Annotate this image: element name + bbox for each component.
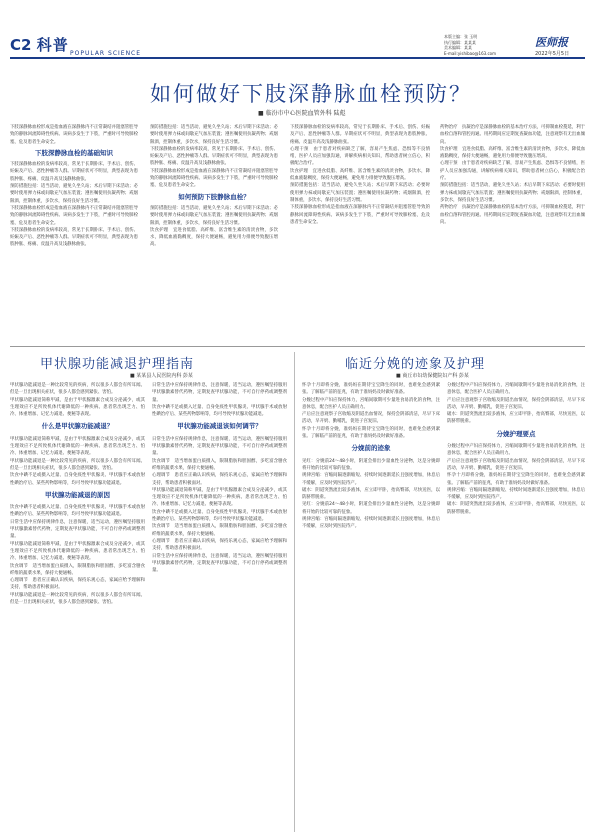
article3-col2: [447, 382, 585, 832]
paragraph: 甲状腺功能减退是一种比较常见的疾病，所以很多人都会有所耳闻。但是一旦出现相关症状，很多人都会感到紧张、害怕。: [10, 383, 145, 396]
paragraph: 怀孕十月即将分娩，准妈妈在期待宝宝降生的同时，也难免会感到紧张。了解临产前的征兆，有助于准妈妈及时做好准备。: [302, 426, 440, 440]
issue-date: 2022年5月5日: [535, 51, 570, 57]
article2-title: 甲状腺功能减退护理指南: [40, 357, 195, 372]
paragraph: 甲状腺功能减退简称甲减，是由于甲状腺激素合成及分泌减少，或其生理效应不足所致机体代谢降低的一种疾病。患者常出现乏力、怕冷、体重增加、记忆力减退、便秘等表现。: [152, 487, 287, 508]
article1-col3: [290, 124, 430, 342]
article3-author: ■ 商丘市妇幼保健院妇产科 彭某: [396, 373, 469, 379]
paragraph: 规律宫缩：宫缩间隔逐渐缩短、持续时间逐渐延长且强度增加，休息后不缓解，应及时到医院待产。: [302, 473, 440, 486]
paragraph: 破水：阴道突然流出较多液体，应立即平卧，抬高臀部，尽快送医，以防脐带脱垂。: [302, 487, 440, 501]
section-name: 科普: [36, 36, 69, 54]
paragraph: 药物治疗 抗凝治疗是深静脉血栓的基本治疗方法，可抑制血栓蔓延，利于血栓自溶和管腔再通。用药期间应定期复查凝血功能，注意观察有无出血倾向。: [440, 205, 585, 225]
paragraph: 分娩过程中产妇应保持体力，宫缩间歇期可少量进食易消化的食物，注意休息，配合医护人员正确用力。: [302, 397, 440, 410]
paragraph: 破水：阴道突然流出较多液体，应立即平卧，抬高臀部，尽快送医，以防脐带脱垂。: [447, 412, 585, 425]
paragraph: 日常生活中应保持规律作息，注意保暖，适当运动，遵医嘱坚持服用甲状腺激素替代药物，定期复查甲状腺功能，不可自行停药或调整剂量。: [152, 553, 287, 574]
article2-subheading: 甲状腺功能减退该如何调节？: [177, 422, 262, 431]
column-divider: [294, 352, 295, 832]
paragraph: 饮食中碘不足或摄入过量、自身免疫性甲状腺炎、甲状腺手术或放射性碘治疗后、某些药物影响等，均可导致甲状腺功能减退。: [152, 404, 287, 418]
article1-col1: [10, 124, 138, 342]
paragraph: 规律宫缩：宫缩间隔逐渐缩短、持续时间逐渐延长且强度增加，休息后不缓解，应及时到医院待产。: [302, 517, 440, 530]
paragraph: 预防措施包括：适当活动，避免久坐久站；术后早期下床活动；必要时使用弹力袜或间歇充气加压装置；遵医嘱使用抗凝药物；戒烟限酒，控制体重，多饮水，保持良好生活习惯。: [150, 125, 278, 145]
article2-col1: [10, 382, 145, 832]
paragraph: 规律宫缩：宫缩间隔逐渐缩短、持续时间逐渐延长且强度增加，休息后不缓解，应及时到医院待产。: [447, 487, 585, 501]
paragraph: 心理干预 由于患者对疾病缺乏了解，容易产生焦虑、恐惧等不良情绪，医护人员应加强沟通，讲解疾病相关知识，帮助患者树立信心，积极配合治疗。: [440, 161, 585, 182]
article3-title: 临近分娩的迹象及护理: [345, 357, 486, 372]
paragraph: 下肢深静脉血栓的发病率较高，常见于长期卧床、手术后、创伤、妊娠及产后、恶性肿瘤等人群。早期症状可不明显，典型表现为患肢肿胀、疼痛、皮温升高及浅静脉曲张。: [290, 125, 430, 145]
paragraph: 下肢深静脉血栓的发病率较高，常见于长期卧床、手术后、创伤、妊娠及产后、恶性肿瘤等人群。早期症状可不明显，典型表现为患肢肿胀、疼痛、皮温升高及浅静脉曲张。: [150, 146, 278, 167]
paragraph: 怀孕十月即将分娩，准妈妈在期待宝宝降生的同时，也难免会感到紧张。了解临产前的征兆，有助于准妈妈及时做好准备。: [447, 473, 585, 486]
meta-line: 美术编辑：某某: [444, 45, 472, 50]
article1-author: ■ 临汾市中心医院血管外科 陆彪: [258, 110, 346, 117]
paragraph: 见红：分娩前24～48小时，阴道会排出少量血性分泌物，这是分娩即将开始的比较可靠的征象。: [302, 458, 440, 471]
paragraph: 产后应注意观察子宫收缩及阴道出血情况，保持会阴部清洁，尽早下床活动，早开奶、勤哺乳，促进子宫复旧。: [302, 412, 440, 425]
paragraph: 饮食调节 适当增加蛋白质摄入，限制脂肪和胆固醇，多吃富含膳食纤维的蔬菜水果，保持大便通畅。: [10, 563, 145, 576]
article1-col4: [440, 124, 585, 342]
meta-line: 本版主编：张 玉明: [444, 34, 478, 39]
meta-line: E-mail:yishibao@163.com: [444, 50, 496, 56]
paragraph: 甲状腺功能减退是一种比较常见的疾病，所以很多人都会有所耳闻。但是一旦出现相关症状，很多人都会感到紧张、害怕。: [10, 592, 145, 606]
article1-subheading: 下肢深静脉血栓的基础知识: [35, 148, 113, 157]
article3-col1: [302, 382, 440, 832]
section-code: C2: [10, 36, 32, 54]
header-divider: [10, 57, 585, 59]
paragraph: 怀孕十月即将分娩，准妈妈在期待宝宝降生的同时，也难免会感到紧张。了解临产前的征兆，有助于准妈妈及时做好准备。: [302, 383, 440, 396]
paragraph: 饮食调节 适当增加蛋白质摄入，限制脂肪和胆固醇，多吃富含膳食纤维的蔬菜水果，保持大便通畅。: [152, 458, 287, 471]
paragraph: 下肢深静脉血栓的发病率较高，常见于长期卧床、手术后、创伤、妊娠及产后、恶性肿瘤等人群。早期症状可不明显，典型表现为患肢肿胀、疼痛、皮温升高及浅静脉曲张。: [10, 227, 138, 248]
paragraph: 饮食中碘不足或摄入过量、自身免疫性甲状腺炎、甲状腺手术或放射性碘治疗后、某些药物影响等，均可导致甲状腺功能减退。: [10, 473, 145, 486]
paragraph: 下肢深静脉血栓形成是指血液在深静脉内不正常凝结并阻塞管腔导致的静脉回流障碍性疾病。该病多发生于下肢，严重时可导致肺栓塞，危及患者生命安全。: [150, 168, 278, 189]
paragraph: 心理调节 患者应正确认识疾病，保持乐观心态，家属应给予理解和支持，帮助患者积极面对。: [152, 473, 287, 486]
paragraph: 甲状腺功能减退简称甲减，是由于甲状腺激素合成及分泌减少，或其生理效应不足所致机体代谢降低的一种疾病。患者常出现乏力、怕冷、体重增加、记忆力减退、便秘等表现。: [10, 436, 145, 457]
paragraph: 分娩过程中产妇应保持体力，宫缩间歇期可少量进食易消化的食物，注意休息，配合医护人员正确用力。: [447, 444, 585, 457]
paragraph: 饮食护理 宜进食低脂、高纤维、富含维生素的清淡食物，多饮水，降低血液黏稠度，保持大便通畅，避免用力排便导致腹压增高。: [150, 227, 278, 248]
paragraph: 饮食中碘不足或摄入过量、自身免疫性甲状腺炎、甲状腺手术或放射性碘治疗后、某些药物影响等，均可导致甲状腺功能减退。: [152, 509, 287, 523]
meta-line: 执行编辑：某某某: [444, 39, 476, 45]
paragraph: 产后应注意观察子宫收缩及阴道出血情况，保持会阴部清洁，尽早下床活动，早开奶、勤哺乳，促进子宫复旧。: [447, 397, 585, 410]
paragraph: 预防措施包括：适当活动，避免久坐久站；术后早期下床活动；必要时使用弹力袜或间歇充气加压装置；遵医嘱使用抗凝药物；戒烟限酒，控制体重，多饮水，保持良好生活习惯。: [10, 184, 138, 204]
paragraph: 饮食护理 宜进食低脂、高纤维、富含维生素的清淡食物，多饮水，降低血液黏稠度，保持大便通畅，避免用力排便导致腹压增高。: [290, 168, 430, 182]
paragraph: 饮食护理 宜进食低脂、高纤维、富含维生素的清淡食物，多饮水，降低血液黏稠度，保持大便通畅，避免用力排便导致腹压增高。: [440, 146, 585, 160]
paragraph: 饮食中碘不足或摄入过量、自身免疫性甲状腺炎、甲状腺手术或放射性碘治疗后、某些药物影响等，均可导致甲状腺功能减退。: [10, 505, 145, 518]
paragraph: 预防措施包括：适当活动，避免久坐久站；术后早期下床活动；必要时使用弹力袜或间歇充气加压装置；遵医嘱使用抗凝药物；戒烟限酒，控制体重，多饮水，保持良好生活习惯。: [150, 205, 278, 226]
paragraph: 下肢深静脉血栓形成是指血液在深静脉内不正常凝结并阻塞管腔导致的静脉回流障碍性疾病。该病多发生于下肢，严重时可导致肺栓塞，危及患者生命安全。: [10, 125, 138, 145]
section-subtitle: POPULAR SCIENCE: [70, 50, 142, 57]
paragraph: 分娩过程中产妇应保持体力，宫缩间歇期可少量进食易消化的食物，注意休息，配合医护人员正确用力。: [447, 383, 585, 396]
paragraph: 心理调节 患者应正确认识疾病，保持乐观心态，家属应给予理解和支持，帮助患者积极面对。: [10, 578, 145, 591]
paragraph: 下肢深静脉血栓形成是指血液在深静脉内不正常凝结并阻塞管腔导致的静脉回流障碍性疾病。该病多发生于下肢，严重时可导致肺栓塞，危及患者生命安全。: [290, 205, 430, 225]
paragraph: 日常生活中应保持规律作息，注意保暖，适当运动，遵医嘱坚持服用甲状腺激素替代药物，定期复查甲状腺功能，不可自行停药或调整剂量。: [10, 519, 145, 540]
paragraph: 心理干预 由于患者对疾病缺乏了解，容易产生焦虑、恐惧等不良情绪，医护人员应加强沟通，讲解疾病相关知识，帮助患者树立信心，积极配合治疗。: [290, 146, 430, 167]
paragraph: 心理调节 患者应正确认识疾病，保持乐观心态，家属应给予理解和支持，帮助患者积极面对。: [152, 538, 287, 552]
paragraph: 产后应注意观察子宫收缩及阴道出血情况，保持会阴部清洁，尽早下床活动，早开奶、勤哺乳，促进子宫复旧。: [447, 458, 585, 471]
paragraph: 甲状腺功能减退是一种比较常见的疾病，所以很多人都会有所耳闻。但是一旦出现相关症状，很多人都会感到紧张、害怕。: [10, 458, 145, 471]
paragraph: 甲状腺功能减退简称甲减，是由于甲状腺激素合成及分泌减少，或其生理效应不足所致机体代谢降低的一种疾病。患者常出现乏力、怕冷、体重增加、记忆力减退、便秘等表现。: [10, 397, 145, 418]
article2-subheading: 甲状腺功能减退的原因: [45, 490, 110, 499]
paragraph: 甲状腺功能减退简称甲减，是由于甲状腺激素合成及分泌减少，或其生理效应不足所致机体代谢降低的一种疾病。患者常出现乏力、怕冷、体重增加、记忆力减退、便秘等表现。: [10, 541, 145, 562]
article2-col2: [152, 382, 287, 832]
paragraph: 下肢深静脉血栓的发病率较高，常见于长期卧床、手术后、创伤、妊娠及产后、恶性肿瘤等人群。早期症状可不明显，典型表现为患肢肿胀、疼痛、皮温升高及浅静脉曲张。: [10, 162, 138, 182]
paragraph: 日常生活中应保持规律作息，注意保暖，适当运动，遵医嘱坚持服用甲状腺激素替代药物，定期复查甲状腺功能，不可自行停药或调整剂量。: [152, 383, 287, 403]
article1-subheading: 如何预防下肢静脉血栓？: [178, 192, 250, 201]
paragraph: 预防措施包括：适当活动，避免久坐久站；术后早期下床活动；必要时使用弹力袜或间歇充气加压装置；遵医嘱使用抗凝药物；戒烟限酒，控制体重，多饮水，保持良好生活习惯。: [290, 183, 430, 203]
paragraph: 饮食调节 适当增加蛋白质摄入，限制脂肪和胆固醇，多吃富含膳食纤维的蔬菜水果，保持大便通畅。: [152, 524, 287, 537]
paragraph: 下肢深静脉血栓形成是指血液在深静脉内不正常凝结并阻塞管腔导致的静脉回流障碍性疾病。该病多发生于下肢，严重时可导致肺栓塞，危及患者生命安全。: [10, 205, 138, 226]
newspaper-logo: 医师报: [535, 36, 568, 49]
article1-title: 如何做好下肢深静脉血栓预防？: [150, 82, 472, 106]
section-divider: [10, 346, 585, 347]
paragraph: 破水：阴道突然流出较多液体，应立即平卧，抬高臀部，尽快送医，以防脐带脱垂。: [447, 502, 585, 515]
article1-col2: [150, 124, 278, 342]
paragraph: 见红：分娩前24～48小时，阴道会排出少量血性分泌物，这是分娩即将开始的比较可靠的征象。: [302, 502, 440, 515]
article3-subheading: 分娩前的迹象: [351, 444, 391, 453]
section-header: [10, 34, 69, 55]
paragraph: 预防措施包括：适当活动，避免久坐久站；术后早期下床活动；必要时使用弹力袜或间歇充气加压装置；遵医嘱使用抗凝药物；戒烟限酒，控制体重，多饮水，保持良好生活习惯。: [440, 183, 585, 203]
article2-subheading: 什么是甲状腺功能减退？: [41, 422, 114, 431]
editor-info: [444, 34, 534, 56]
paragraph: 日常生活中应保持规律作息，注意保暖，适当运动，遵医嘱坚持服用甲状腺激素替代药物，定期复查甲状腺功能，不可自行停药或调整剂量。: [152, 436, 287, 457]
paragraph: 药物治疗 抗凝治疗是深静脉血栓的基本治疗方法，可抑制血栓蔓延，利于血栓自溶和管腔再通。用药期间应定期复查凝血功能，注意观察有无出血倾向。: [440, 125, 585, 145]
article2-author: ■ 某某县人民医院内科 彭某: [130, 373, 193, 379]
article3-subheading: 分娩护理要点: [496, 429, 536, 438]
